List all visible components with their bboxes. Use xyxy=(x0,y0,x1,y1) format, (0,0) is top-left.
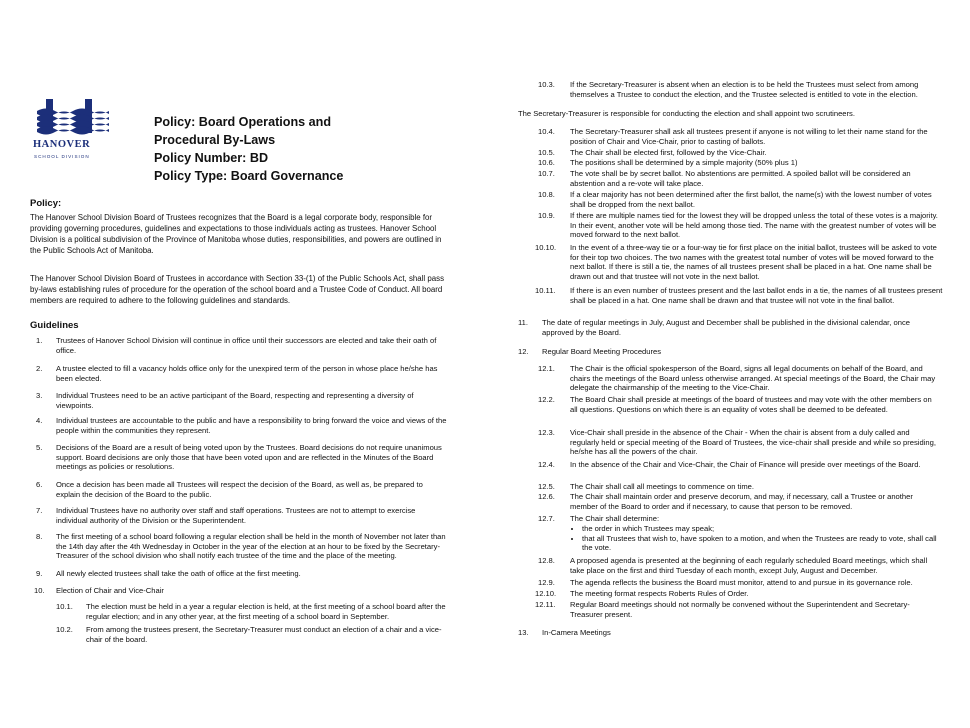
guideline-item: The date of regular meetings in July, August and December shall be published in the divisional calendar, once approved by the Board. xyxy=(542,318,910,337)
guideline-item: Once a decision has been made all Trustees will respect the decision of the Board, as well as, be prepared to explain the decision of the Board to the public. xyxy=(56,480,423,499)
guideline-subitem: The agenda reflects the business the Board must monitor, attend to and pursue in its governance role. xyxy=(570,578,913,587)
guideline-subitem: The Chair shall call all meetings to commence on time. xyxy=(570,482,755,491)
guideline-subitem: Regular Board meetings should not normally be convened without the Superintendent and Secretary-Treasurer present. xyxy=(570,600,910,619)
logo-name: HANOVER xyxy=(33,139,91,150)
guideline-subitem: If a clear majority has not been determined after the first ballot, the name(s) with the lowest number of votes shall be dropped from the next ballot. xyxy=(570,190,932,209)
subitem-number: 10.11. xyxy=(535,286,556,295)
subitem-number: 12.7. xyxy=(538,514,555,523)
subitem-number: 12.10. xyxy=(535,589,557,598)
subitem-number: 12.11. xyxy=(535,600,556,609)
item-number: 9. xyxy=(36,569,43,578)
logo-subtitle: SCHOOL DIVISION xyxy=(34,154,90,159)
item-number: 3. xyxy=(36,391,43,400)
bullet-item: • that all Trustees that wish to, have spoken to a motion, and when the Trustees are ready to vote, shall call the vote. xyxy=(582,534,940,553)
item-number: 1. xyxy=(36,336,43,345)
subitem-number: 10.3. xyxy=(538,80,555,89)
guideline-item: In-Camera Meetings xyxy=(542,628,611,637)
secretary-treasurer-note: The Secretary-Treasurer is responsible for conducting the election and shall appoint two scrutineers. xyxy=(518,109,855,118)
item-number: 2. xyxy=(36,364,43,373)
subitem-number: 10.7. xyxy=(538,169,555,178)
guideline-subitem: Vice-Chair shall preside in the absence of the Chair - When the chair is absent from a duly called and regularly held or special meeting of the Board of Trustees, the vice-chair shall preside and while so presiding, he/she has all the powers of the chair. xyxy=(570,428,936,457)
policy-heading: Policy: xyxy=(30,198,62,209)
item-number: 11. xyxy=(518,318,528,327)
subitem-number: 10.4. xyxy=(538,127,555,136)
policy-type: Policy Type: Board Governance xyxy=(154,169,344,183)
title-line-2: Procedural By-Laws xyxy=(154,133,276,147)
subitem-number: 12.1. xyxy=(538,364,555,373)
subitem-number: 10.10. xyxy=(535,243,557,252)
guideline-subitem: The election must be held in a year a regular election is held, at the first meeting of a school board after the regular election; and in any other year, at the first meeting of a school board in September. xyxy=(86,602,446,621)
guideline-subitem: The positions shall be determined by a simple majority (50% plus 1) xyxy=(570,158,798,167)
guideline-subitem: If there is an even number of trustees present and the last ballot ends in a tie, the names of all trustees present shall be placed in a hat. One name shall be drawn and that trustee will not vote in the final ballot. xyxy=(570,286,943,305)
guideline-item: Trustees of Hanover School Division will continue in office until their successors are elected and take their oath of office. xyxy=(56,336,437,355)
subitem-number: 10.5. xyxy=(538,148,555,157)
guideline-subitem: The Chair shall maintain order and preserve decorum, and may, if necessary, call a Trustee or another member of the Board to order and if necessary, to cause that person to be removed. xyxy=(570,492,913,511)
guideline-subitem: The vote shall be by secret ballot. No abstentions are permitted. A spoiled ballot will be considered an abstention and a re-vote will take place. xyxy=(570,169,911,188)
subitem-number: 10.9. xyxy=(538,211,555,220)
subitem-number: 12.9. xyxy=(538,578,555,587)
item-number: 13. xyxy=(518,628,529,637)
guideline-subitem: In the absence of the Chair and Vice-Chair, the Chair of Finance will preside over meetings of the Board. xyxy=(570,460,921,469)
guideline-subitem: The Chair shall determine: xyxy=(570,514,660,523)
right-page xyxy=(485,0,970,728)
guideline-subitem: If the Secretary-Treasurer is absent when an election is to be held the Trustees must select from among themselves a Trustee to conduct the election, and the Trustee selected is entitled to vote in the election. xyxy=(570,80,919,99)
subitem-number: 12.2. xyxy=(538,395,555,404)
guideline-subitem: The Chair shall be elected first, followed by the Vice-Chair. xyxy=(570,148,767,157)
guideline-subitem: The Chair is the official spokesperson of the Board, signs all legal documents on behalf of the Board, and chairs the meetings of the Board unless otherwise arranged. At special meetings of the Board, the Chair may delegate the chairmanship of the meeting to the Vice-Chair. xyxy=(570,364,936,393)
guideline-item: Regular Board Meeting Procedures xyxy=(542,347,662,356)
item-number: 6. xyxy=(36,480,43,489)
subitem-number: 12.5. xyxy=(538,482,555,491)
guideline-item: A trustee elected to fill a vacancy holds office only for the unexpired term of the person in whose place he/she has been elected. xyxy=(56,364,438,383)
guideline-item: Individual Trustees have no authority over staff and staff operations. Trustees are not to attempt to exercise individual authority of the Division or the Superintendent. xyxy=(56,506,416,525)
item-number: 4. xyxy=(36,416,43,425)
guideline-subitem: A proposed agenda is presented at the beginning of each regularly scheduled Board meetings, which shall take place on the first and third Tuesday of each month, except July, August and December. xyxy=(570,556,928,575)
determine-bullets xyxy=(570,524,940,553)
item-number: 12. xyxy=(518,347,529,356)
subitem-number: 12.4. xyxy=(538,460,555,469)
guideline-item: Decisions of the Board are a result of being voted upon by the Trustees. Board decisions do not require unanimous support. Board decisions are only those that have been voted upon and are reflected in the Minutes of the Board meetings as policies or resolutions. xyxy=(56,443,442,472)
bullet-item: • the order in which Trustees may speak; xyxy=(582,524,940,534)
item-number: 8. xyxy=(36,532,43,541)
subitem-number: 10.1. xyxy=(56,602,73,611)
guideline-item: Individual Trustees need to be an active participant of the Board, respecting and representing a diversity of viewpoints. xyxy=(56,391,414,410)
guideline-subitem: From among the trustees present, the Secretary-Treasurer must conduct an election of a chair and a vice-chair of the board. xyxy=(86,625,442,644)
item-number: 7. xyxy=(36,506,43,515)
item-number: 10. xyxy=(34,586,45,595)
subitem-number: 12.8. xyxy=(538,556,555,565)
guidelines-heading: Guidelines xyxy=(30,320,79,331)
guideline-item: The first meeting of a school board following a regular election shall be held in the month of November not later than the 14th day after the 4th Wednesday in October in the year of the election at an hour to be fixed by the Secretary-Treasurer of the school division who shall notify each trustee of the time and the place of the meeting. xyxy=(56,532,446,561)
subitem-number: 10.8. xyxy=(538,190,555,199)
item-number: 5. xyxy=(36,443,43,452)
guideline-item: All newly elected trustees shall take the oath of office at the first meeting. xyxy=(56,569,301,578)
guideline-item: Individual trustees are accountable to the public and have a responsibility to bring forward the voice and views of the people within the communities they represent. xyxy=(56,416,447,435)
guideline-subitem: The meeting format respects Roberts Rules of Order. xyxy=(570,589,749,598)
policy-number: Policy Number: BD xyxy=(154,151,269,165)
policy-paragraph-1: The Hanover School Division Board of Trustees recognizes that the Board is a legal corporate body, responsible for providing governing procedures, guidelines and expectations to those individuals acting as trustees. Hanover School Division is a political subdivision of the Province of Manitoba whose duties, responsibilities, and powers are outlined in the Public Schools Act of Manitoba. xyxy=(30,213,442,255)
guideline-subitem: If there are multiple names tied for the lowest they will be dropped unless the total of these votes is a majority. In their event, another vote will be held among those tied. The name with the greatest number of votes will be moved forward to the next ballot. xyxy=(570,211,938,240)
guideline-subitem: The Board Chair shall preside at meetings of the board of trustees and may vote with the other members on all questions. Questions on which there is an equality of votes shall be deemed to be defeated. xyxy=(570,395,932,414)
subitem-number: 10.2. xyxy=(56,625,73,634)
title-line-1: Policy: Board Operations and xyxy=(154,115,332,129)
subitem-number: 12.6. xyxy=(538,492,555,501)
subitem-number: 10.6. xyxy=(538,158,555,167)
guideline-subitem: The Secretary-Treasurer shall ask all trustees present if anyone is not willing to let their name stand for the position of Chair and Vice-Chair, prior to casting of ballots. xyxy=(570,127,928,146)
guideline-item: Election of Chair and Vice-Chair xyxy=(56,586,164,595)
policy-paragraph-2: The Hanover School Division Board of Trustees in accordance with Section 33-(1) of the Public Schools Act, shall pass by-laws establishing rules of procedure for the operation of the school board and a Trustee Code of Conduct. All board members are required to adhere to the following guidelines and standards. xyxy=(30,274,445,305)
guideline-subitem: In the event of a three-way tie or a four-way tie for first place on the initial ballot, trustees will be asked to vote for their top two choices. The two names with the greatest total number of votes will be moved forward to the next ballot. If there is still a tie, the names of all trustees present shall be placed in a hat. One name shall be drawn out and that trustee will not vote in the next ballot. xyxy=(570,243,937,281)
subitem-number: 12.3. xyxy=(538,428,555,437)
